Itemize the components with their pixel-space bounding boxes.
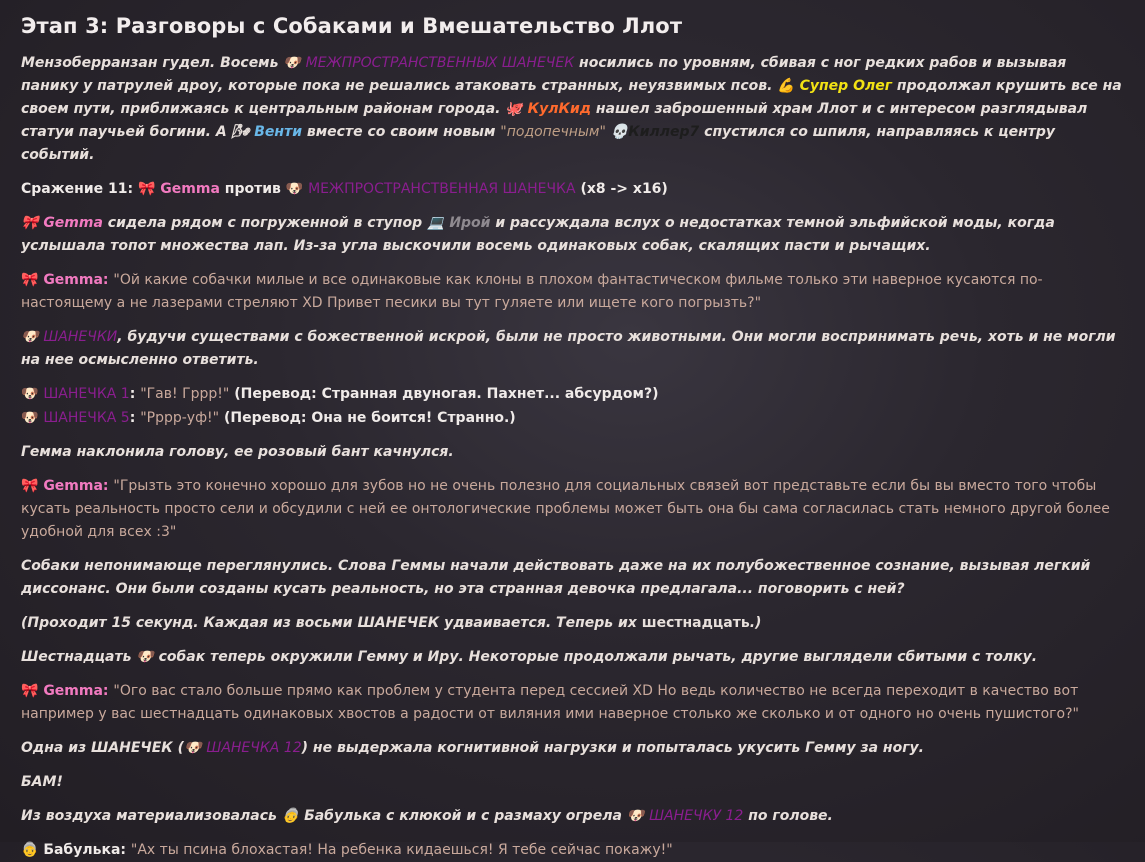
speech-text: "Рррр-уф!" [140,410,220,426]
narration-paragraph [21,326,1123,372]
page-title: Этап 3: Разговоры с Собаками и Вмешательство Ллот [21,14,683,38]
text: спустился со шпиля, направляясь к центру событий. [21,124,1056,163]
emphasis-text: шестнадцать [641,615,750,631]
octopus-icon: 🐙 [505,101,523,117]
battle-header [21,178,1123,201]
text: собак теперь окружили Гемму и Иру. Некоторые продолжали рычать, другие выглядели сбитыми с толку. [153,649,1038,665]
text: нашел заброшенный храм Ллот и с интересом разглядывал статуи паучьей богини. А [21,101,1088,140]
username-shanechka-12: ШАНЕЧКА 12 [206,740,302,756]
dialogue-line: 🐶 ШАНЕЧКА 5: "Рррр-уф!" (Перевод: Она не боится! Странно.) [21,410,516,426]
speech-text: "Гав! Гррр!" [140,386,230,402]
narration-paragraph [21,646,1123,669]
username-babulka: Бабулька [304,808,382,824]
text: .) [749,615,762,631]
username-venti: Венти [254,124,302,140]
muscle-icon: 💪 [777,78,795,94]
speaker-babulka: Бабулька: [43,842,126,858]
username-shanechka-12: ШАНЕЧКУ 12 [649,808,744,824]
text: (Проходит 15 секунд. Каждая из восьми ШАНЕЧЕК удваивается. Теперь их [21,615,642,631]
speech-text: "Ой какие собачки милые и все одинаковые как клоны в плохом фантастическом фильме только эти наверное кусаются по-настоящему а не лазерами стреляют XD Привет песики вы тут гуляете или ищете кого погрызть?" [21,272,1043,311]
text: вместе со своим новым [302,124,501,140]
speech-text: "Грызть это конечно хорошо для зубов но не очень полезно для социальных связей вот представьте если бы вы вместо того чтобы кусать реальность просто сели и обсудили с ней ее онтологические проблемы может быть она бы сама согласилась стать немного другой более удобной для всех :3" [21,478,1110,540]
multiplier-text: (x8 -> x16) [580,181,668,197]
translation-text: (Перевод: Странная двуногая. Пахнет... абсурдом?) [234,386,659,402]
username-ira: Ирой [449,215,491,231]
username-oleg: Супер Олег [799,78,893,94]
granny-icon: 👵 [281,808,300,824]
username-gemma: Gemma [160,181,220,197]
text: и рассуждала вслух о недостатках темной эльфийской моды, когда услышала топот множества лап. Из-за угла выскочили восемь одинаковых собак, скалящих пасти и рычащих. [21,215,1055,254]
text: Одна из ШАНЕЧЕК ( [21,740,185,756]
username-shanechka: МЕЖПРОСТРАНСТВЕННЫХ ШАНЕЧЕК [305,55,575,71]
narration-paragraph: БАМ! [21,774,63,790]
battle-label: Сражение 11: [21,181,134,197]
intro-paragraph [21,52,1123,167]
dog-icon: 🐶 [285,181,304,197]
username-shanechka: ШАНЕЧКИ [43,329,118,345]
narration-paragraph [21,212,1123,258]
text: Шестнадцать [21,649,137,665]
username-shanechka: МЕЖПРОСТРАНСТВЕННАЯ ШАНЕЧКА [308,181,576,197]
speech-text: "Ах ты псина блохастая! На ребенка кидаешься! Я тебе сейчас покажу!" [130,842,673,858]
username-gemma: Gemma [43,215,103,231]
dialogue-line [21,475,1123,544]
speaker-shanechka-1: ШАНЕЧКА 1 [43,386,130,402]
speaker-shanechka-5: ШАНЕЧКА 5 [43,410,130,426]
speaker-gemma: Gemma: [43,478,109,494]
text: с клюкой и с размаху огрела [381,808,627,824]
quoted-text: "подопечным" [500,124,606,140]
bow-icon: 🎀 [137,181,156,197]
bow-icon: 🎀 [21,272,39,288]
dialogue-line [21,269,1123,315]
text: носились по уровням, сбивая с ног редких рабов и вызывая панику у патрулей дроу, которые пока не решались атаковать странных, неуязвимых псов. [21,55,1067,94]
text: , будучи существами с божественной искрой, были не просто животными. Они могли воспринимать речь, хоть и не могли на нее осмысленно ответить. [21,329,1116,368]
speaker-gemma: Gemma: [43,272,109,288]
dog-icon: 🐶 [283,55,301,71]
text: Из воздуха материализовалась [21,808,282,824]
bow-icon: 🎀 [21,478,39,494]
dialogue-line [21,680,1123,726]
narration-paragraph: Гемма наклонила голову, ее розовый бант качнулся. [21,444,454,460]
granny-icon: 👵 [21,842,39,858]
bow-icon: 🎀 [21,215,39,231]
laptop-icon: 💻 [427,215,445,231]
narration-paragraph [21,737,1123,760]
narration-paragraph [21,612,1123,635]
dog-icon: 🐶 [21,410,39,426]
dialogue-line [21,839,1123,862]
username-killer: Киллер7 [628,124,700,140]
text: ) не выдержала когнитивной нагрузки и попыталась укусить Гемму за ногу. [301,740,924,756]
text: продолжал крушить все на своем пути, приближаясь к центральным районам города. [21,78,1122,117]
dialogue-line: 🐶 ШАНЕЧКА 1: "Гав! Гррр!" (Перевод: Странная двуногая. Пахнет... абсурдом?) [21,386,659,402]
speaker-gemma: Gemma: [43,683,109,699]
skull-icon: 💀 [610,124,629,140]
translation-text: (Перевод: Она не боится! Странно.) [223,410,516,426]
narration-paragraph [21,805,1123,828]
bow-icon: 🎀 [21,683,39,699]
username-kulkid: КулКид [527,101,592,117]
text: по голове. [743,808,833,824]
vs-text: против [224,181,281,197]
speech-text: "Ого вас стало больше прямо как проблем у студента перед сессией XD Но ведь количество не всегда переходит в качество вот например у вас шестнадцать одинаковых хвостов а радости от виляния ими наверное столько же сколько и от одного но очень пушистого?" [21,683,1079,722]
wind-icon: 🌬 [231,124,250,140]
dog-icon: 🐶 [21,386,39,402]
text: сидела рядом с погруженной в ступор [102,215,427,231]
dog-icon: 🐶 [136,649,154,665]
dog-icon: 🐶 [21,329,39,345]
narration-paragraph: Собаки непонимающе переглянулись. Слова Геммы начали действовать даже на их полубожественное сознание, вызывая легкий диссонанс. Они были созданы кусать реальность, но эта странная девочка предлагала... поговорить с ней? [21,558,1091,597]
dog-icon: 🐶 [184,740,202,756]
text: Мензоберранзан гудел. Восемь [21,55,284,71]
dog-icon: 🐶 [626,808,645,824]
